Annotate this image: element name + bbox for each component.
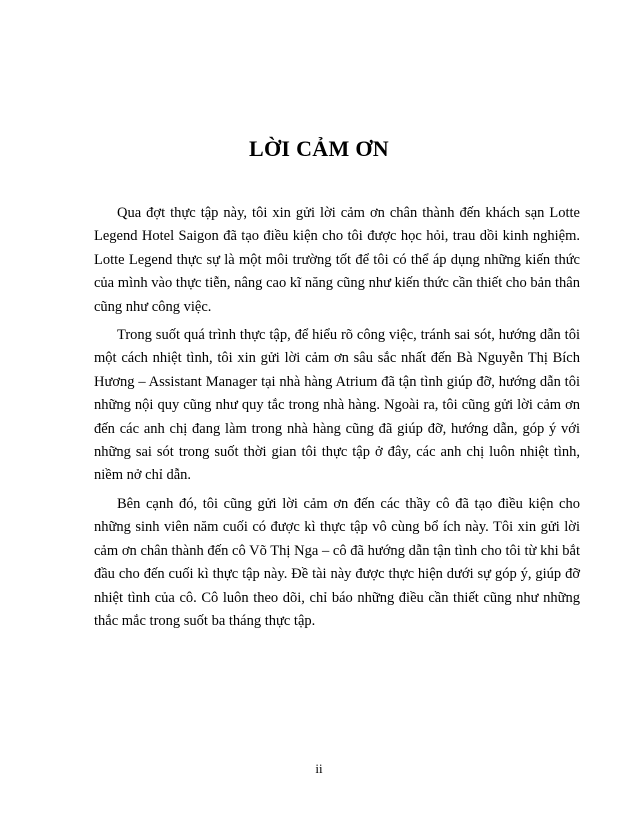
paragraph-teacher-thanks: Bên cạnh đó, tôi cũng gửi lời cảm ơn đến các thầy cô đã tạo điều kiện cho những sinh viên năm cuối có được kì thực tập vô cùng bổ ích này. Tôi xin gửi lời cảm ơn chân thành đến cô Võ Thị Nga – cô đã hướng dẫn tận tình cho tôi từ khi bắt đầu cho đến cuối kì thực tập này. Đề tài này được thực hiện dưới sự góp ý, giúp đỡ nhiệt tình của cô. Cô luôn theo dõi, chỉ báo những điều cần thiết cũng như những thắc mắc trong suốt ba tháng thực tập. (94, 495, 580, 629)
page-number: ii (315, 761, 323, 776)
paragraph-hotel-thanks: Qua đợt thực tập này, tôi xin gửi lời cảm ơn chân thành đến khách sạn Lotte Legend Hotel Saigon đã tạo điều kiện cho tôi được học hỏi, trau dồi kinh nghiệm. Lotte Legend thực sự là một môi trường tốt để tôi có thể áp dụng những kiến thức của mình vào thực tiễn, nâng cao kĩ năng cũng như kiến thức cần thiết cho bản thân cũng như công việc. (94, 205, 580, 315)
page-title: LỜI CẢM ƠN (249, 136, 389, 161)
body-text (94, 202, 580, 633)
paragraph-manager-thanks: Trong suốt quá trình thực tập, để hiểu rõ công việc, tránh sai sót, hướng dẫn tôi một cách nhiệt tình, tôi xin gửi lời cảm ơn sâu sắc nhất đến Bà Nguyễn Thị Bích Hương – Assistant Manager tại nhà hàng Atrium đã tận tình giúp đỡ, hướng dẫn tôi những nội quy cũng như quy tắc trong nhà hàng. Ngoài ra, tôi cũng gửi lời cảm ơn đến các anh chị đang làm trong nhà hàng cũng đã giúp đỡ, hướng dẫn, góp ý với những sai sót trong suốt thời gian tôi thực tập ở đây, các anh chị luôn nhiệt tình, niềm nở chỉ dẫn. (94, 327, 580, 484)
